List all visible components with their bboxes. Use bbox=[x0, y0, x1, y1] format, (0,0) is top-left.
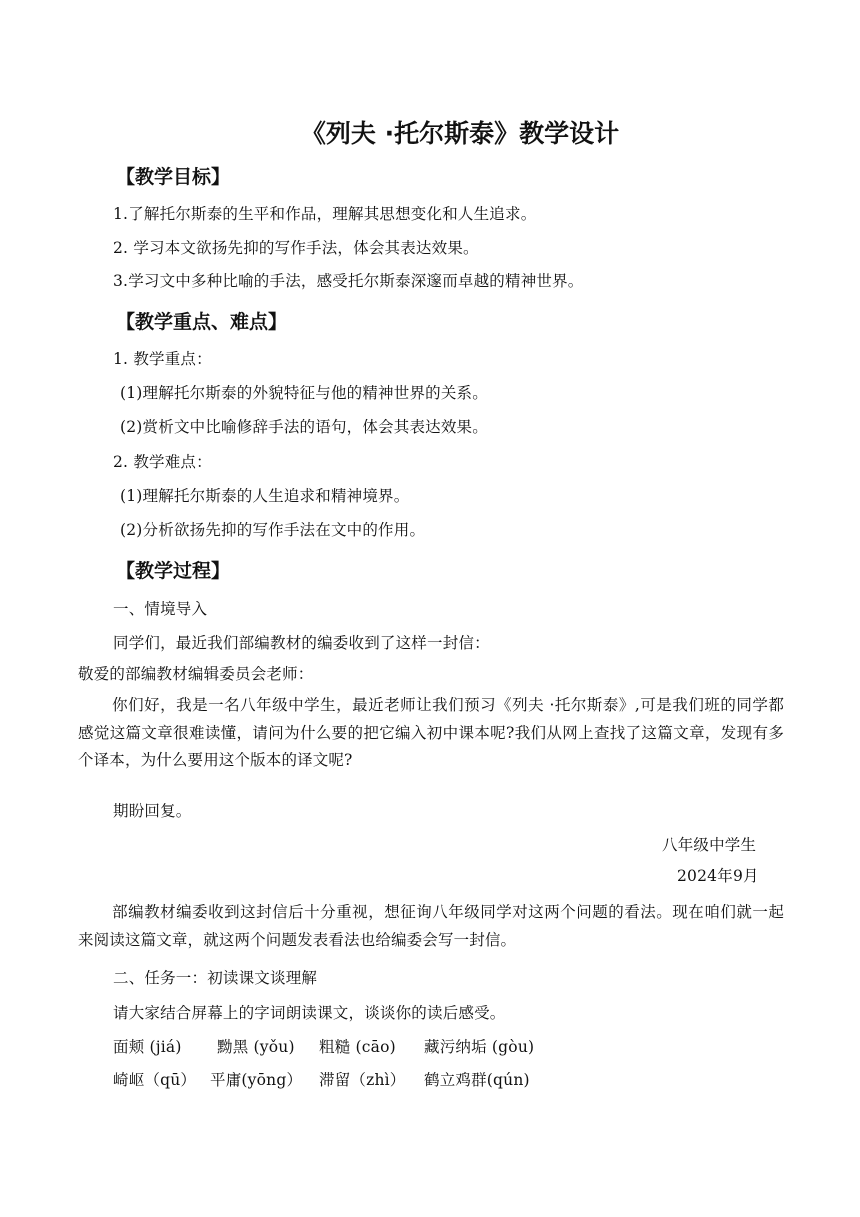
vocab-item: 藏污纳垢 (gòu) bbox=[424, 1038, 535, 1056]
vocab-item: 崎岖（qū） bbox=[113, 1071, 197, 1089]
objectives-heading: 【教学目标】 bbox=[116, 166, 231, 188]
vocab-item: 粗糙 (cāo) bbox=[319, 1038, 396, 1056]
letter-date: 2024年9月 bbox=[677, 867, 759, 885]
objective-item: 3.学习文中多种比喻的手法，感受托尔斯泰深邃而卓越的精神世界。 bbox=[113, 272, 584, 290]
vocab-item: 滞留（zhì） bbox=[319, 1071, 406, 1089]
focus-item: (2)赏析文中比喻修辞手法的语句，体会其表达效果。 bbox=[120, 418, 488, 436]
difficulty-item: (1)理解托尔斯泰的人生追求和精神境界。 bbox=[120, 487, 410, 505]
letter-closing: 期盼回复。 bbox=[113, 802, 192, 820]
focus-label: 1. 教学重点： bbox=[113, 350, 212, 368]
instruction-text: 请大家结合屏幕上的字词朗读课文，谈谈你的读后感受。 bbox=[113, 1004, 506, 1022]
process-heading: 【教学过程】 bbox=[116, 560, 231, 582]
section-title: 二、任务一：初读课文谈理解 bbox=[113, 969, 318, 987]
key-points-heading: 【教学重点、难点】 bbox=[116, 311, 288, 333]
objective-item: 2. 学习本文欲扬先抑的写作手法，体会其表达效果。 bbox=[113, 239, 479, 257]
letter-salutation: 敬爱的部编教材编辑委员会老师： bbox=[78, 665, 314, 683]
intro-text: 同学们，最近我们部编教材的编委收到了这样一封信： bbox=[113, 634, 490, 652]
focus-item: (1)理解托尔斯泰的外貌特征与他的精神世界的关系。 bbox=[120, 384, 488, 402]
vocab-item: 面颊 (jiá) bbox=[113, 1038, 182, 1056]
follow-up-text: 部编教材编委收到这封信后十分重视，想征询八年级同学对这两个问题的看法。现在咱们就一起来阅读这篇文章，就这两个问题发表看法也给编委会写一封信。 bbox=[78, 903, 784, 949]
vocab-item: 鹤立鸡群(qún) bbox=[424, 1071, 530, 1089]
letter-signature: 八年级中学生 bbox=[662, 836, 757, 854]
section-title: 一、情境导入 bbox=[113, 600, 208, 618]
difficulty-item: (2)分析欲扬先抑的写作手法在文中的作用。 bbox=[120, 521, 426, 539]
page-title: 《列夫 ·托尔斯泰》教学设计 bbox=[300, 119, 620, 148]
objective-item: 1.了解托尔斯泰的生平和作品，理解其思想变化和人生追求。 bbox=[113, 205, 537, 223]
vocab-item: 平庸(yōng） bbox=[210, 1071, 303, 1089]
letter-body: 你们好，我是一名八年级中学生，最近老师让我们预习《列夫 ·托尔斯泰》,可是我们班的同学都感觉这篇文章很难读懂，请问为什么要的把它编入初中课本呢?我们从网上查找了这篇文章，发现有多个译本，为什么要用这个版本的译文呢? bbox=[78, 696, 784, 770]
difficulty-label: 2. 教学难点： bbox=[113, 453, 212, 471]
vocab-item: 黝黑 (yǒu) bbox=[217, 1038, 295, 1056]
